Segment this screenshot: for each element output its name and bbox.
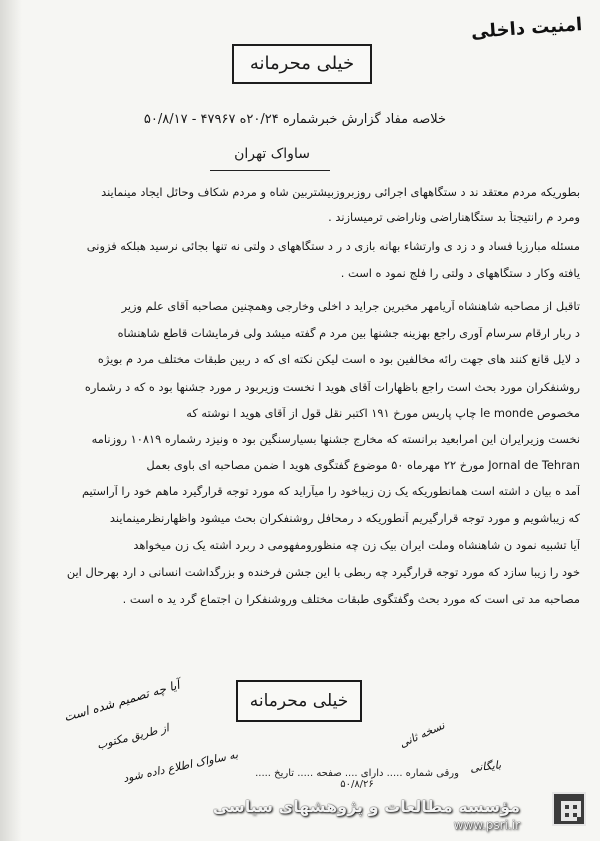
body-line-1: بطوریکه مردم معتقد ند د ستگاههای اجرائی روزبروزبیشتربین شاه و مردم شکاف وحائل ایجاد مینمایند — [101, 186, 580, 199]
body-line-10: نخست وزیرایران این امرابعید برانسته که مخارج جشنها بسیارسنگین بود ه ونیزد رشماره ۱۰۸۱۹ روزنامه — [91, 433, 580, 446]
institute-logo-icon — [552, 792, 586, 826]
body-line-14: آیا تشبیه نمود ن شاهنشاه وملت ایران بیک زن چه منظورومفهومی د ربرد اشته یک زن میخواهد — [133, 539, 580, 552]
body-line-8: روشنفکران مورد بحث است راجع باظهارات آقای هوید ا نخست وزیربود ر مورد جشنها بود ه که د رشماره — [84, 381, 580, 394]
body-line-3: مسئله مبارزبا فساد و د زد ی وارتشاء بهانه بازی د ر د ستگاههای د ولتی نه تنها بجائی نرسید هبلکه فزونی — [86, 240, 580, 253]
institute-name: مؤسسه مطالعات و پژوهشهای سیاسی — [212, 797, 520, 816]
addressee-underline — [210, 170, 330, 171]
body-line-4: یافته وکار د ستگاههای د ولتی را فلج نمود ه است . — [340, 267, 580, 280]
body-line-16: مصاحبه مد تی است که مورد بحث وگفتگوی طبقات مختلف وروشنفکرا ن اجتماع گرد ید ه است . — [122, 593, 580, 606]
handwritten-note-2: از طریق مکتوب — [95, 721, 171, 752]
handwritten-note-3: به ساواک اطلاع داده شود — [121, 747, 240, 786]
body-line-5: تاقبل از مصاحبه شاهنشاه آریامهر مخبرین جراید د اخلی وخارجی وهمچنین مصاحبه آقای علم وزیر — [121, 300, 580, 313]
footer-reference-line: ورقی شماره ..... دارای .... صفحه ..... تاریخ ..... ۵۰/۸/۲۶ — [255, 768, 459, 790]
addressee-line: ساواک تهران — [234, 146, 310, 162]
top-right-handwritten-note: امنیت داخلی — [470, 14, 583, 43]
body-line-9: مخصوص le monde چاپ پاریس مورخ ۱۹۱ اکتبر نقل قول از آقای هوید ا نوشته که — [186, 407, 580, 420]
document-subject: خلاصه مفاد گزارش خبرشماره ۲۰/۲۴ه ۴۷۹۶۷ - ۵۰/۸/۱۷ — [143, 112, 447, 127]
body-line-7: د لایل قانع کنند های جهت رائه مخالفین بود ه است لیکن نکته ای که د ربین طبقات مختلف مرد م بویژه — [97, 353, 580, 366]
body-line-12: آمد ه بیان د اشته است همانطوریکه یک زن زیباخود را میآراید که مورد توجه قرارگیرد ماهم خود را آراستیم — [81, 485, 580, 498]
handwritten-note-1: آیا چه تصمیم شده است — [62, 677, 182, 725]
bottom-classification-stamp: خیلی محرمانه — [236, 680, 362, 722]
body-line-2: ومرد م رانتیجتاً بد ستگاهناراضی وناراضی ترمیسازند . — [328, 211, 580, 224]
top-classification-stamp: خیلی محرمانه — [232, 44, 372, 84]
body-line-11: Jornal de Tehran مورخ ۲۲ مهرماه ۵۰ موضوع گفتگوی هوید ا ضمن مصاحبه ای باوی بعمل — [146, 459, 580, 472]
institute-website: www.psri.ir — [453, 818, 520, 832]
page-edge-shadow — [0, 0, 22, 841]
handwritten-note-4: نسخه ثانی — [397, 718, 447, 751]
body-line-13: که زیباشویم و مورد توجه قرارگیریم آنطوریکه د رمحافل روشنفکران بحث میشود واظهارنظرمینمایند — [109, 512, 580, 525]
body-line-6: د ربار ارقام سرسام آوری راجع بهزینه جشنها بین مرد م گفته میشد ولی فرمایشات قاطع شاهنشاه — [117, 327, 580, 340]
handwritten-note-5: بایگانی — [469, 758, 502, 775]
body-line-15: خود را زیبا سازد که مورد توجه قرارگیرد چه ربطی با این جشن فرخنده و بزرگداشت انسانی د ارد بهرحال این — [66, 566, 580, 579]
